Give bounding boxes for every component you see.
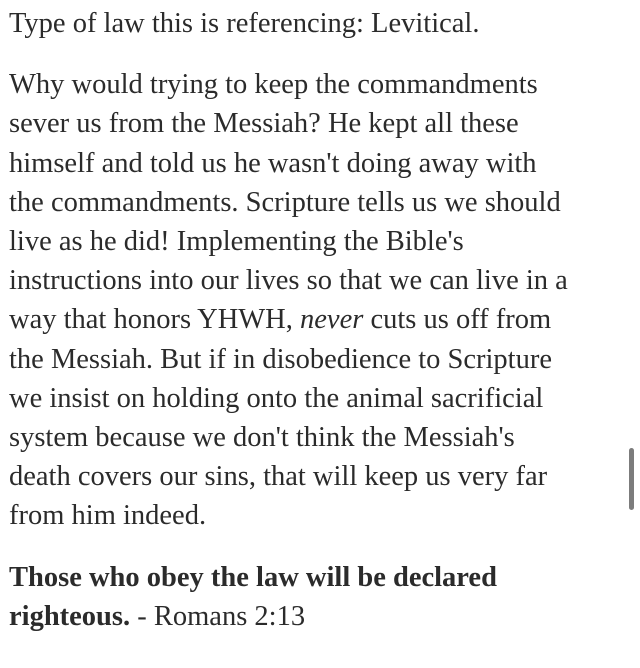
body-line: we insist on holding onto the animal sacrificial (9, 382, 544, 414)
body-line: the Messiah. But if in disobedience to Scripture (9, 343, 552, 375)
body-line-segment: way that honors YHWH, (9, 304, 301, 336)
quote-text: righteous. (9, 600, 131, 632)
intro-paragraph (9, 4, 621, 43)
body-line: the commandments. Scripture tells us we should (9, 186, 561, 218)
body-line-with-emphasis (9, 300, 621, 339)
quote-line-with-reference (9, 597, 621, 636)
body-line: death covers our sins, that will keep us very far (9, 461, 548, 493)
scripture-quote (9, 558, 621, 636)
body-line: Why would trying to keep the commandments (9, 69, 538, 101)
body-line-segment: cuts us off from (363, 304, 552, 336)
body-line: sever us from the Messiah? He kept all these (9, 108, 519, 140)
article-text (9, 4, 621, 636)
body-paragraph (9, 65, 621, 535)
body-line: instructions into our lives so that we can live in a (9, 265, 568, 297)
scripture-reference: - Romans 2:13 (130, 600, 306, 632)
emphasis-never: never (300, 304, 364, 336)
body-line: live as he did! Implementing the Bible's (9, 226, 464, 258)
body-line: system because we don't think the Messiah's (9, 422, 515, 454)
body-line: himself and told us he wasn't doing away with (9, 147, 537, 179)
intro-line: Type of law this is referencing: Levitical. (9, 8, 480, 39)
body-line: from him indeed. (9, 500, 207, 532)
quote-line: Those who obey the law will be declared (9, 561, 497, 593)
scrollbar-thumb[interactable] (629, 448, 634, 510)
